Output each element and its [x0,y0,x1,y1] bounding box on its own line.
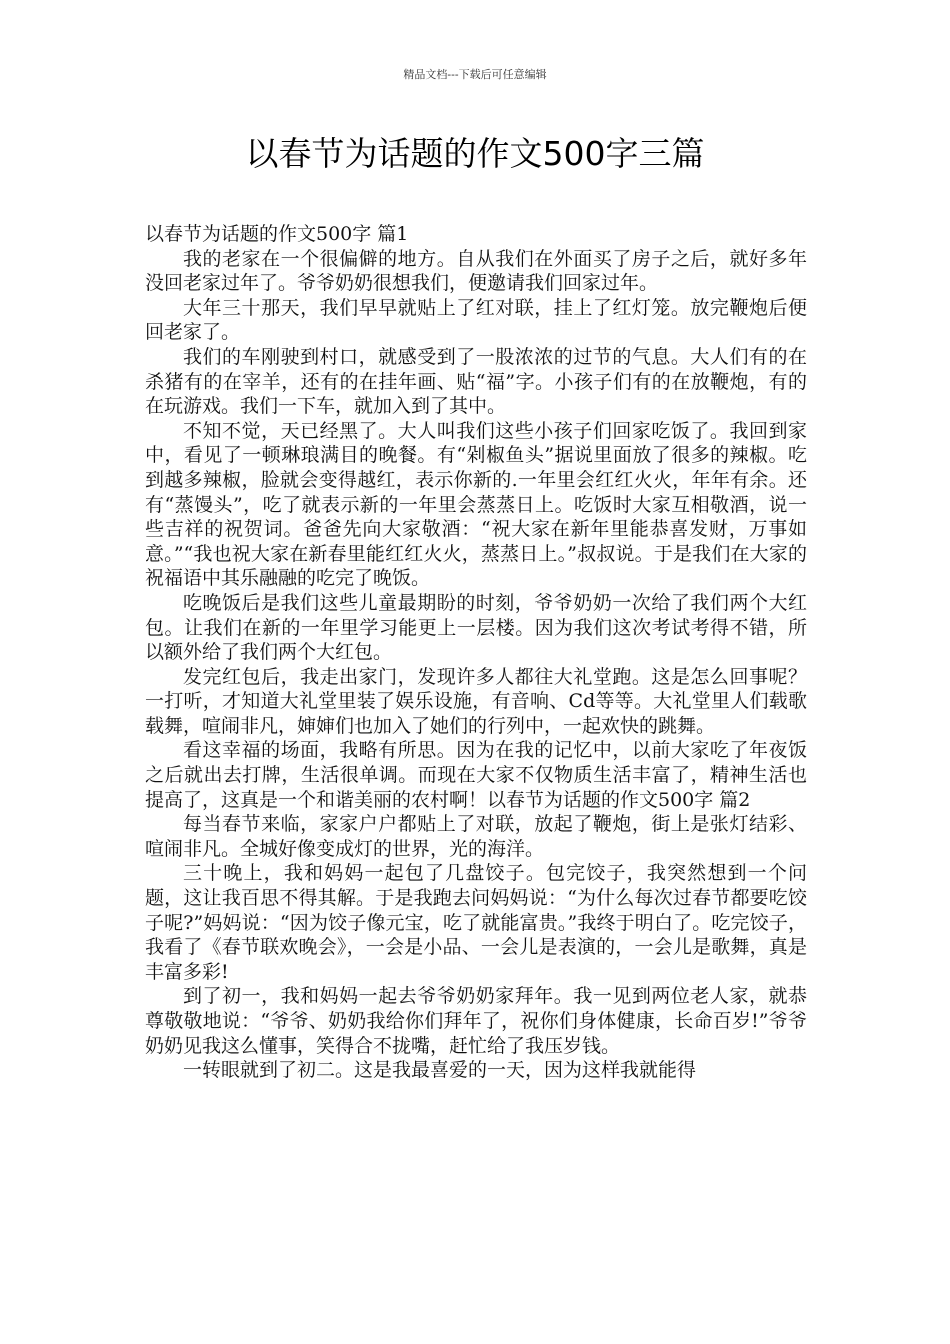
paragraph: 到了初一，我和妈妈一起去爷爷奶奶家拜年。我一见到两位老人家，就恭尊敬敬地说：“爷爷、奶奶我给你们拜年了，祝你们身体健康，长命百岁!”爷爷奶奶见我这么懂事，笑得合不拢嘴，赶忙给了我压岁钱。 [145,985,807,1057]
article-body [145,222,807,1083]
paragraph: 我的老家在一个很偏僻的地方。自从我们在外面买了房子之后，就好多年没回老家过年了。爷爷奶奶很想我们，便邀请我们回家过年。 [145,247,807,295]
section-heading: 以春节为话题的作文500字 篇1 [145,223,409,245]
document-title: 以春节为话题的作文500字三篇 [245,134,705,173]
paragraph: 我们的车刚驶到村口，就感受到了一股浓浓的过节的气息。大人们有的在杀猪有的在宰羊，还有的在挂年画、贴“福”字。小孩子们有的在放鞭炮，有的在玩游戏。我们一下车，就加入到了其中。 [145,345,807,418]
paragraph: 看这幸福的场面，我略有所思。因为在我的记忆中，以前大家吃了年夜饭之后就出去打牌，生活很单调。而现在大家不仅物质生活丰富了，精神生活也提高了，这真是一个和谐美丽的农村啊！以春节为话题的作文500字 篇2 [145,739,807,811]
paragraph: 每当春节来临，家家户户都贴上了对联，放起了鞭炮，街上是张灯结彩、喧闹非凡。全城好像变成灯的世界，光的海洋。 [145,813,807,860]
paragraph: 吃晚饭后是我们这些儿童最期盼的时刻，爷爷奶奶一次给了我们两个大红包。让我们在新的一年里学习能更上一层楼。因为我们这次考试考得不错，所以额外给了我们两个大红包。 [145,591,807,664]
paragraph: 大年三十那天，我们早早就贴上了红对联，挂上了红灯笼。放完鞭炮后便回老家了。 [145,296,807,344]
paragraph: 发完红包后，我走出家门，发现许多人都往大礼堂跑。这是怎么回事呢？一打听，才知道大礼堂里装了娱乐设施，有音响、Cd等等。大礼堂里人们载歌载舞，喧闹非凡，婶婶们也加入了她们的行列中，一起欢快的跳舞。 [145,665,807,737]
header-note: 精品文档---下载后可任意编辑 [403,68,547,81]
paragraph: 一转眼就到了初二。这是我最喜爱的一天，因为这样我就能得 [183,1059,697,1082]
paragraph: 三十晚上，我和妈妈一起包了几盘饺子。包完饺子，我突然想到一个问题，这让我百思不得其解。于是我跑去问妈妈说：“为什么每次过春节都要吃饺子呢?”妈妈说：“因为饺子像元宝，吃了就能富贵。”我终于明白了。吃完饺子，我看了《春节联欢晚会》，一会是小品、一会儿是表演的，一会儿是歌舞，真是丰富多彩! [145,862,807,983]
paragraph: 不知不觉，天已经黑了。大人叫我们这些小孩子们回家吃饭了。我回到家中，看见了一顿琳琅满目的晚餐。有“剁椒鱼头”据说里面放了很多的辣椒。吃到越多辣椒，脸就会变得越红，表示你新的.一年里会红红火火，年年有余。还有“蒸馒头”，吃了就表示新的一年里会蒸蒸日上。吃饭时大家互相敬酒，说一些吉祥的祝贺词。爸爸先向大家敬酒：“祝大家在新年里能恭喜发财，万事如意。”“我也祝大家在新春里能红红火火，蒸蒸日上。”叔叔说。于是我们在大家的祝福语中其乐融融的吃完了晚饭。 [145,419,807,590]
